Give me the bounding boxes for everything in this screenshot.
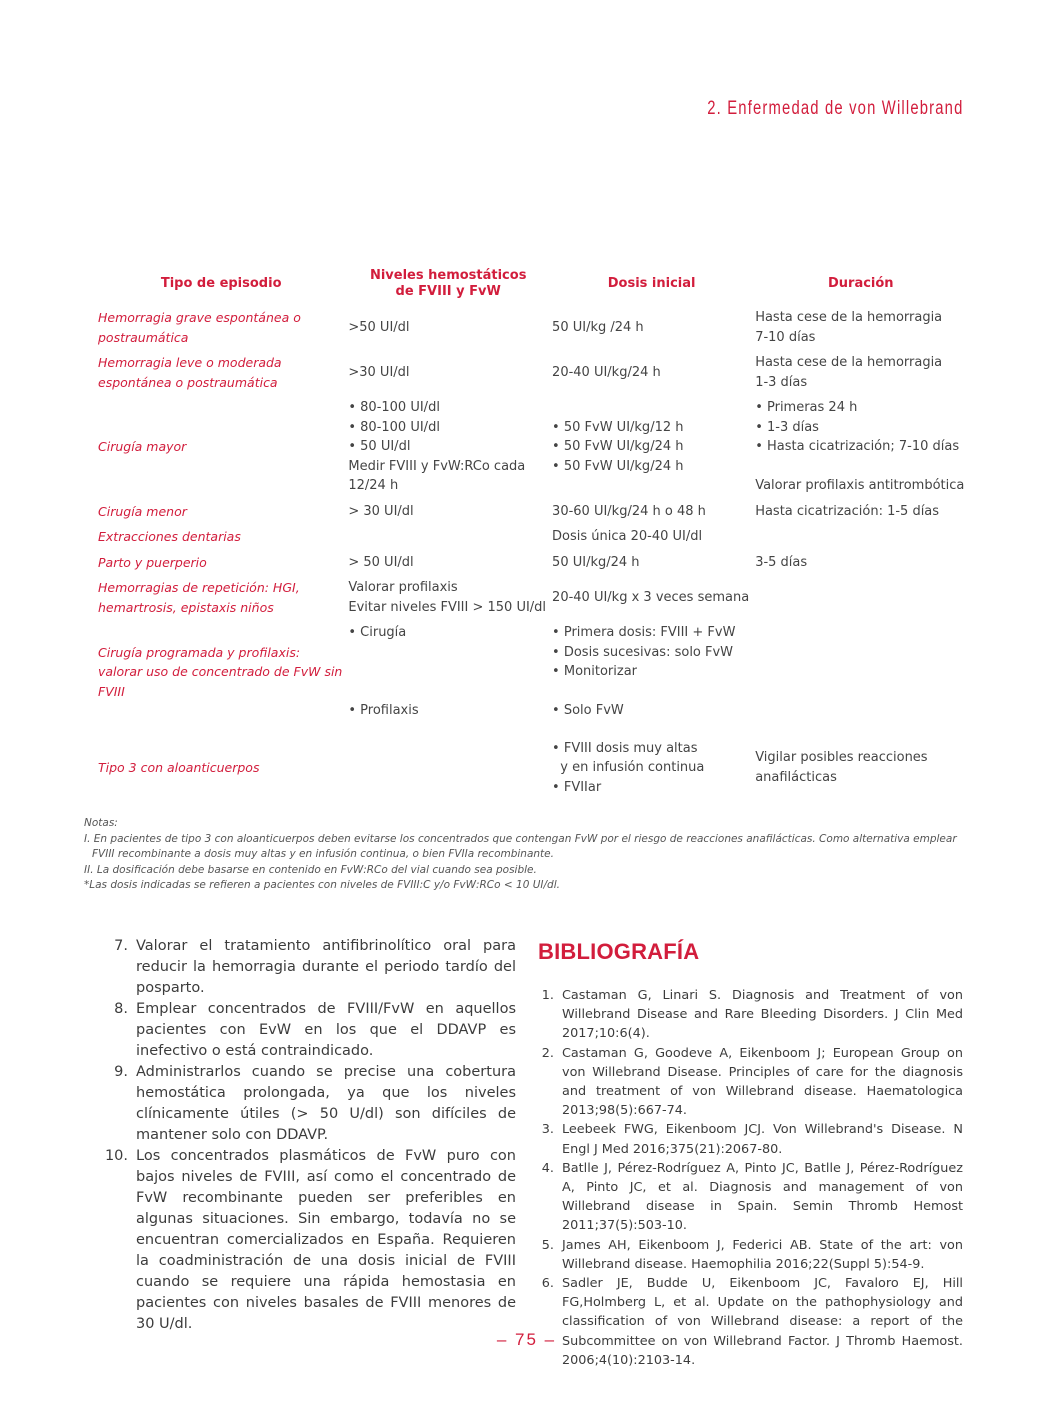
note-line: Notas:	[84, 817, 118, 829]
cell-line: • Primera dosis: FVIII + FvW	[552, 625, 736, 640]
duration-cell	[753, 725, 968, 802]
cell-line: • FVIIar	[552, 779, 602, 795]
cell-line: Hasta cese de la hemorragia	[755, 310, 943, 325]
cell-line: 30-60 UI/kg/24 h o 48 h	[552, 503, 706, 519]
cell-line: Cirugía mayor	[98, 439, 187, 454]
spacer	[552, 398, 749, 418]
cell-line: >50 UI/dl	[348, 319, 410, 335]
note-line: II. La dosificación debe basarse en contenido en FvW:RCo del vial cuando sea posible.	[84, 863, 537, 876]
reference-number: 4.	[541, 1160, 554, 1176]
cell-line: Dosis única 20-40 UI/dl	[552, 529, 703, 544]
reference-item	[538, 986, 963, 1044]
cell-line: 20-40 UI/kg x 3 veces semana	[552, 589, 750, 605]
cell-line: • Profilaxis	[348, 703, 419, 718]
table-row	[96, 621, 968, 725]
col-header-duration: Duración	[827, 276, 894, 291]
episode-cell	[96, 396, 346, 500]
cell-line: Cirugía programada y profilaxis:	[98, 644, 301, 660]
cell-line: postraumática	[98, 329, 189, 345]
note-line: I. En pacientes de tipo 3 con aloanticuerpos deben evitarse los concentrados que contengan FvW por el riesgo de reacciones anafilácticas. Como alternativa emplear	[84, 832, 957, 845]
levels-cell	[346, 525, 550, 551]
table-row	[96, 306, 968, 351]
duration-cell	[753, 576, 968, 621]
cell-line: > 50 UI/dl	[348, 554, 414, 570]
levels-cell	[346, 500, 550, 526]
reference-number: 6.	[541, 1276, 554, 1292]
cell-line: Extracciones dentarias	[98, 529, 241, 544]
list-item	[100, 936, 516, 999]
cell-line: 7-10 días	[755, 329, 816, 345]
duration-cell	[753, 551, 968, 577]
cell-line: valorar uso de concentrado de FvW sin	[98, 664, 343, 679]
episode-cell	[96, 351, 346, 396]
reference-text: Batlle J, Pérez-Rodríguez A, Pinto JC, Batlle J, Pérez-Rodríguez A, Pinto JC, et al. Diagnosis and management of von Willebrand disease in Spain. Semin Thromb Hemost 2011;37(5):503-10.	[562, 1160, 963, 1234]
cell-line: Vigilar posibles reacciones	[755, 750, 928, 766]
reference-number: 5.	[541, 1237, 554, 1253]
episode-cell	[96, 576, 346, 621]
episode-cell	[96, 621, 346, 725]
col-header-levels	[346, 268, 550, 306]
list-item	[100, 1062, 516, 1146]
dose-cell	[550, 551, 753, 577]
cell-line: • 50 FvW UI/kg/12 h	[552, 419, 684, 435]
duration-cell	[753, 306, 968, 351]
dosing-table	[96, 268, 968, 801]
list-number: 10.	[104, 1148, 128, 1164]
levels-cell	[346, 351, 550, 396]
cell-line: • 50 FvW UI/kg/24 h	[552, 458, 684, 474]
list-text: Los concentrados plasmáticos de FvW puro con bajos niveles de FVIII, así como el concentrado de FvW recombinante pueden ser preferibles en algunas situaciones. Sin embargo, todavía no se encuentran comercializados en España. Requieren la coadministración de una dosis inicial de FVIII cuando se requiere una rápida hemostasia en pacientes con niveles basales de FVIII menores de 30 U/dl.	[136, 1148, 516, 1332]
table-header-row	[96, 268, 968, 306]
reference-text: Castaman G, Goodeve A, Eikenboom J; European Group on von Willebrand Disease. Principles of care for the diagnosis and treatment of von Willebrand disease. Haematologica 2013;98(5):667-74.	[562, 1045, 963, 1119]
list-number: 8.	[114, 1001, 128, 1017]
cell-line: 1-3 días	[755, 374, 808, 390]
levels-cell	[346, 725, 550, 802]
table-row	[96, 576, 968, 621]
cell-line: Hasta cicatrización: 1-5 días	[755, 503, 940, 519]
duration-cell	[753, 396, 968, 500]
table-row	[96, 525, 968, 551]
list-text: Emplear concentrados de FVIII/FvW en aquellos pacientes con EvW en los que el DDAVP es inefectivo o está contraindicado.	[136, 1001, 516, 1059]
cell-line: > 30 UI/dl	[348, 503, 414, 519]
cell-line: Tipo 3 con aloanticuerpos	[98, 760, 260, 775]
spacer	[755, 457, 964, 477]
cell-line: anafilácticas	[755, 769, 837, 785]
dose-cell	[550, 621, 753, 725]
reference-item	[538, 1236, 963, 1274]
episode-cell	[96, 725, 346, 802]
cell-line: • Hasta cicatrización; 7-10 días	[755, 439, 960, 454]
cell-line: Medir FVIII y FvW:RCo cada	[348, 458, 526, 474]
dose-cell	[550, 525, 753, 551]
table-row	[96, 551, 968, 577]
cell-line: >30 UI/dl	[348, 364, 410, 380]
cell-line: 12/24 h	[348, 478, 399, 493]
cell-line: • Primeras 24 h	[755, 400, 858, 415]
reference-number: 2.	[541, 1045, 554, 1061]
cell-line: Hemorragia leve o moderada	[98, 355, 282, 370]
episode-cell	[96, 525, 346, 551]
reference-text: Castaman G, Linari S. Diagnosis and Treatment of von Willebrand Disease and Rare Bleeding Disorders. J Clin Med 2017;10:6(4).	[562, 988, 963, 1042]
reference-text: Leebeek FWG, Eikenboom JCJ. Von Willebrand's Disease. N Engl J Med 2016;375(21):2067-80.	[562, 1122, 963, 1157]
levels-cell	[346, 306, 550, 351]
list-number: 9.	[114, 1064, 128, 1080]
dose-cell	[550, 351, 753, 396]
spacer	[552, 682, 749, 702]
cell-line: • FVIII dosis muy altas	[552, 740, 698, 756]
reference-item	[538, 1159, 963, 1236]
col-header-levels-line: Niveles hemostáticos	[369, 268, 527, 283]
levels-cell	[346, 621, 550, 725]
list-text: Administrarlos cuando se precise una cobertura hemostática prolongada, ya que los niveles clínicamente útiles (> 50 U/dl) son difíciles de mantener solo con DDAVP.	[136, 1064, 516, 1143]
note-line: FVIII recombinante a dosis muy altas y en infusión continua, o bien FVIIa recombinante.	[92, 848, 554, 860]
duration-cell	[753, 525, 968, 551]
col-header-levels-line: de FVIII y FvW	[395, 284, 501, 299]
levels-cell	[346, 551, 550, 577]
cell-line: • 80-100 UI/dl	[348, 400, 440, 415]
cell-line: Valorar profilaxis antitrombótica	[755, 478, 965, 493]
episode-cell	[96, 306, 346, 351]
cell-line: • Solo FvW	[552, 703, 624, 718]
cell-line: Evitar niveles FVIII > 150 UI/dl	[348, 599, 547, 615]
spacer	[348, 662, 546, 682]
cell-line: y en infusión continua	[552, 760, 705, 775]
table-row	[96, 351, 968, 396]
page-number: – 75 –	[496, 1330, 557, 1349]
running-head: 2. Enfermedad de von Willebrand	[706, 98, 963, 119]
table-row	[96, 725, 968, 802]
cell-line: • 50 FvW UI/kg/24 h	[552, 439, 684, 454]
reference-number: 1.	[541, 988, 554, 1003]
duration-cell	[753, 351, 968, 396]
cell-line: 3-5 días	[755, 554, 808, 570]
reference-item	[538, 1274, 963, 1370]
episode-cell	[96, 500, 346, 526]
note-line: *Las dosis indicadas se refieren a pacientes con niveles de FVIII:C y/o FvW:RCo < 10 UI/dl.	[84, 879, 560, 891]
cell-line: hemartrosis, epistaxis niños	[98, 599, 274, 615]
cell-line: Valorar profilaxis	[348, 580, 458, 595]
cell-line: • 80-100 UI/dl	[348, 419, 440, 435]
cell-line: • 1-3 días	[755, 419, 819, 435]
cell-line: 20-40 UI/kg/24 h	[552, 364, 661, 380]
spacer	[348, 643, 546, 663]
cell-line: Cirugía menor	[98, 503, 187, 519]
dose-cell	[550, 306, 753, 351]
cell-line: espontánea o postraumática	[98, 374, 278, 390]
reference-number: 3.	[541, 1122, 554, 1138]
col-header-dose: Dosis inicial	[607, 276, 696, 291]
levels-cell	[346, 576, 550, 621]
cell-line: 50 UI/kg /24 h	[552, 319, 644, 335]
cell-line: Parto y puerperio	[98, 554, 207, 570]
duration-cell	[753, 621, 968, 725]
table-row	[96, 396, 968, 500]
dose-cell	[550, 500, 753, 526]
dose-cell	[550, 576, 753, 621]
list-item	[100, 999, 516, 1062]
bibliography-heading: BIBLIOGRAFÍA	[538, 939, 700, 964]
col-header-episode: Tipo de episodio	[160, 276, 282, 291]
bibliography-list	[538, 986, 963, 1370]
reference-text: Sadler JE, Budde U, Eikenboom JC, Favaloro EJ, Hill FG,Holmberg L, et al. Update on the pathophysiology and classification of von Willebrand disease: a report of the Subcommittee on von Willebrand Factor. J Thromb Haemost. 2006;4(10):2103-14.	[562, 1276, 963, 1368]
levels-cell	[346, 396, 550, 500]
reference-item	[538, 1044, 963, 1121]
cell-line: Hasta cese de la hemorragia	[755, 355, 943, 370]
reference-item	[538, 1120, 963, 1158]
table-row	[96, 500, 968, 526]
cell-line: Hemorragia grave espontánea o	[98, 310, 301, 325]
cell-line: FVIII	[98, 683, 125, 699]
episode-cell	[96, 551, 346, 577]
cell-line: • 50 UI/dl	[348, 439, 411, 454]
cell-line: • Cirugía	[348, 625, 407, 640]
dose-cell	[550, 725, 753, 802]
cell-line: Hemorragias de repetición: HGI,	[98, 580, 300, 595]
cell-line: 50 UI/kg/24 h	[552, 554, 640, 570]
list-item	[100, 1146, 516, 1335]
list-text: Valorar el tratamiento antifibrinolítico oral para reducir la hemorragia durante el periodo tardío del posparto.	[136, 938, 516, 996]
table-notes	[84, 816, 974, 894]
recommendations-list	[100, 936, 516, 1335]
cell-line: • Monitorizar	[552, 664, 638, 679]
cell-line: • Dosis sucesivas: solo FvW	[552, 644, 734, 660]
duration-cell	[753, 500, 968, 526]
list-number: 7.	[114, 938, 128, 954]
spacer	[348, 682, 546, 702]
reference-text: James AH, Eikenboom J, Federici AB. State of the art: von Willebrand disease. Haemophilia 2016;22(Suppl 5):54-9.	[562, 1237, 963, 1272]
dose-cell	[550, 396, 753, 500]
